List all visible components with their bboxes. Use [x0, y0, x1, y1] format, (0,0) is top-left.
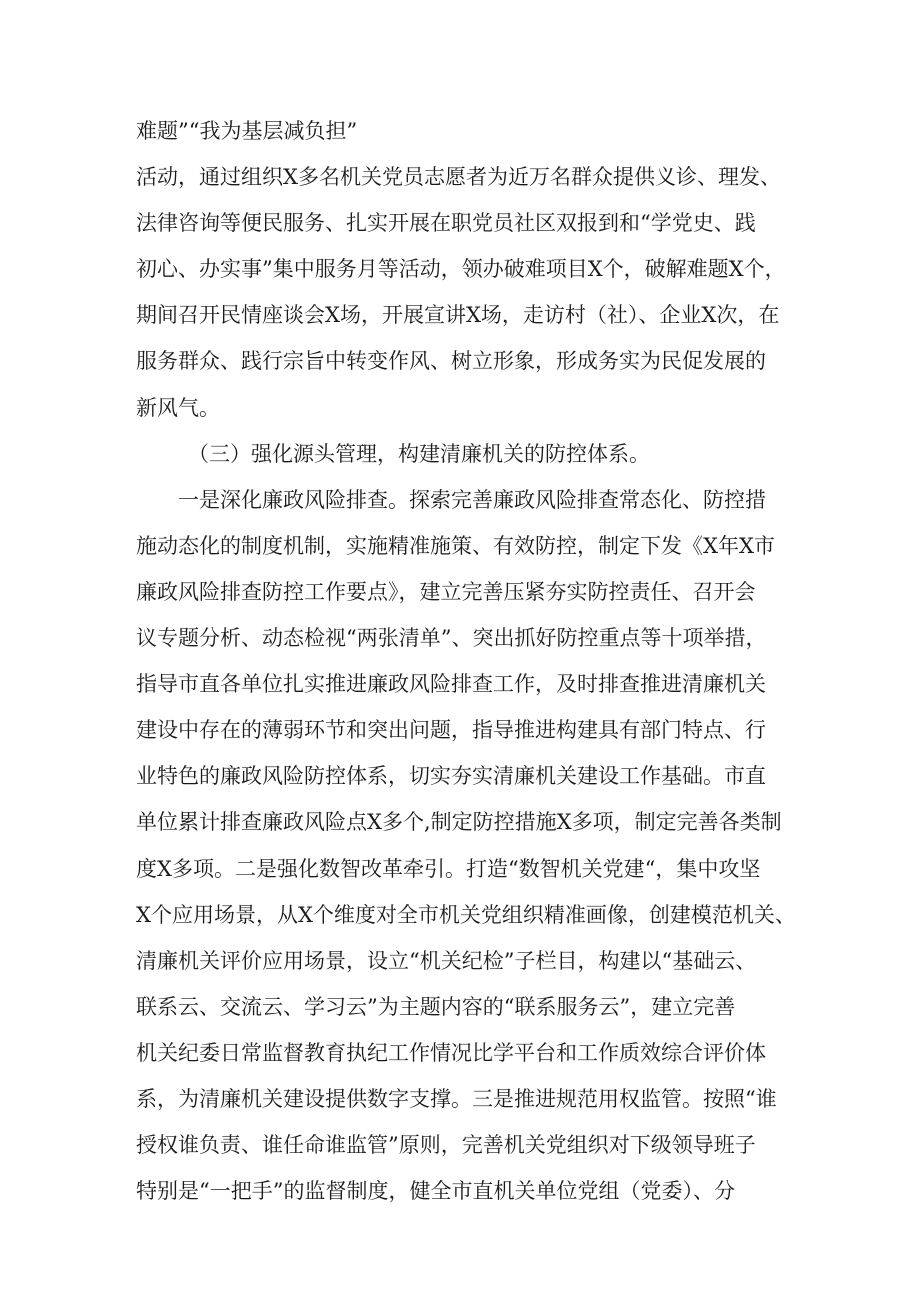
paragraph-first-line: 一是深化廉政风险排查。探索完善廉政风险排查常态化、防控措 [178, 487, 766, 512]
text-line: X个应用场景，从X个维度对全市机关党组织精准画像，创建模范机关、 [136, 902, 796, 927]
section-heading: （三）强化源头管理，构建清廉机关的防控体系。 [188, 441, 650, 466]
text-line: 度X多项。二是强化数智改革牵引。打造“数智机关党建“，集中攻坚 [136, 856, 761, 881]
text-line: 法律咨询等便民服务、扎实开展在职党员社区双报到和“学党史、践 [136, 211, 756, 236]
text-line: 廉政风险排查防控工作要点》，建立完善压紧夯实防控责任、召开会 [136, 579, 756, 604]
text-line: 议专题分析、动态检视“两张清单”、突出抓好防控重点等十项举措， [136, 626, 767, 651]
text-line: 初心、办实事”集中服务月等活动，领办破难项目X个，破解难题X个， [136, 257, 786, 282]
text-line: 机关纪委日常监督教育执纪工作情况比学平台和工作质效综合评价体 [136, 1040, 766, 1065]
text-line: 系，为清廉机关建设提供数字支撑。三是推进规范用权监管。按照“谁 [136, 1086, 777, 1111]
body-text [136, 108, 796, 1214]
text-line: 服务群众、践行宗旨中转变作风、树立形象，形成务实为民促发展的 [136, 349, 766, 374]
text-line: 施动态化的制度机制，实施精准施策、有效防控，制定下发《X年X市 [136, 533, 775, 558]
text-line: 指导市直各单位扎实推进廉政风险排查工作，及时排查推进清廉机关 [136, 672, 766, 697]
text-line: 单位累计排查廉政风险点X多个,制定防控措施X多项，制定完善各类制 [136, 810, 782, 835]
text-line: 活动，通过组织X多名机关党员志愿者为近万名群众提供义诊、理发、 [136, 165, 781, 190]
text-line: 清廉机关评价应用场景，设立“机关纪检”子栏目，构建以“基础云、 [136, 948, 757, 973]
text-line: 期间召开民情座谈会X场，开展宣讲X场，走访村（社）、企业X次，在 [136, 303, 780, 328]
text-line: 联系云、交流云、学习云”为主题内容的“联系服务云”，建立完善 [136, 994, 736, 1019]
text-line: 业特色的廉政风险防控体系，切实夯实清廉机关建设工作基础。市直 [136, 764, 766, 789]
text-line: 授权谁负责、谁任命谁监管”原则，完善机关党组织对下级领导班子 [136, 1133, 756, 1158]
text-line: 建设中存在的薄弱环节和突出问题，指导推进构建具有部门特点、行 [136, 718, 766, 743]
text-line: 特别是“一把手”的监督制度，健全市直机关单位党组（党委）、分 [136, 1179, 735, 1204]
text-line: 难题”“我为基层减负担” [136, 119, 358, 143]
text-line: 新风气。 [136, 395, 220, 420]
